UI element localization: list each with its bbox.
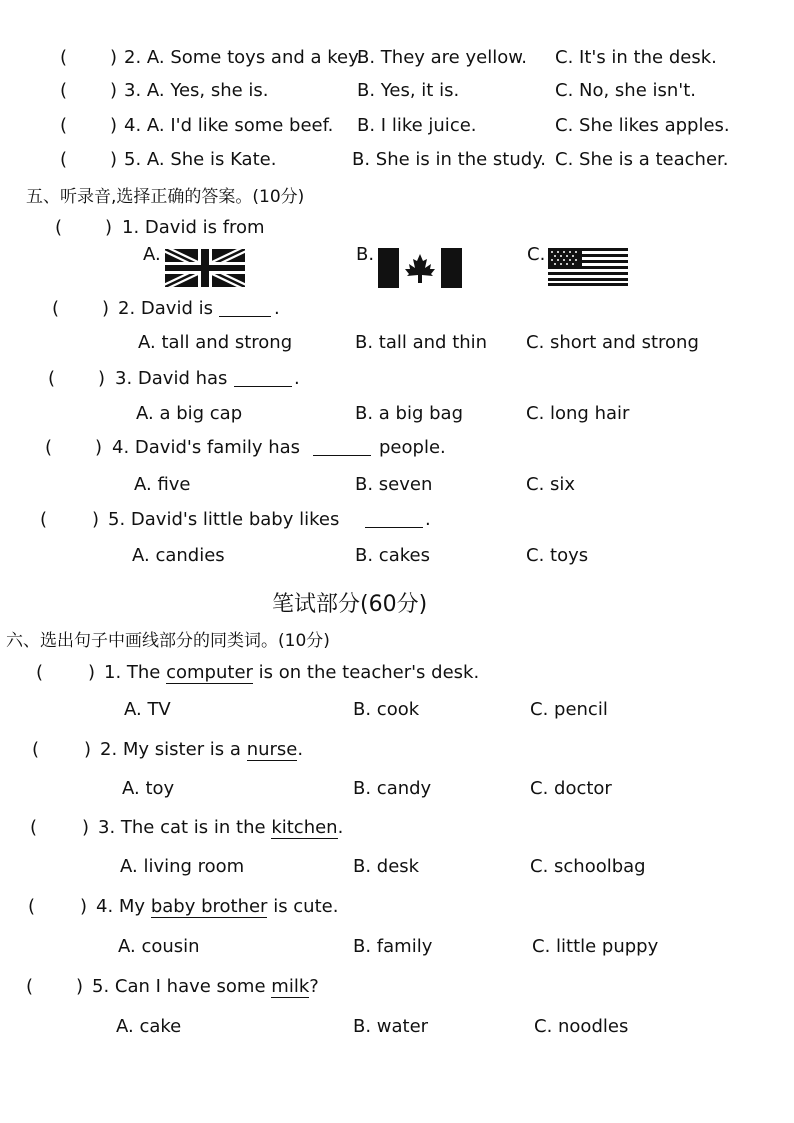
option-b: B. water xyxy=(353,1016,429,1037)
stem-end: people. xyxy=(379,437,446,458)
sentence-post: is cute. xyxy=(273,896,339,917)
paren-open: ( xyxy=(30,817,38,838)
underlined-word: baby brother xyxy=(150,896,268,917)
option-a: A. a big cap xyxy=(136,403,243,424)
paren-close: ) xyxy=(110,115,118,136)
option-b: B. They are yellow. xyxy=(357,47,528,68)
paren-close: ) xyxy=(88,662,96,683)
option-c: C. It's in the desk. xyxy=(555,47,717,68)
paren-open: ( xyxy=(55,217,63,238)
option-b-label: B. xyxy=(356,244,375,265)
paren-close: ) xyxy=(110,149,118,170)
sentence-pre: 5. Can I have some xyxy=(92,976,266,997)
option-b: B. cakes xyxy=(355,545,430,566)
option-c: C. noodles xyxy=(534,1016,629,1037)
option-a: 2. A. Some toys and a key. xyxy=(124,47,362,68)
paren-open: ( xyxy=(60,47,68,68)
paren-open: ( xyxy=(60,80,68,101)
question-stem: 3. David has xyxy=(115,368,228,389)
answer-blank xyxy=(313,439,371,456)
option-c: C. short and strong xyxy=(526,332,699,353)
option-a: A. cousin xyxy=(118,936,200,957)
usa-flag-icon xyxy=(548,248,628,286)
option-c: C. No, she isn't. xyxy=(555,80,697,101)
answer-blank xyxy=(219,300,271,317)
option-b: B. family xyxy=(353,936,433,957)
option-a: A. tall and strong xyxy=(138,332,293,353)
option-a: A. cake xyxy=(116,1016,182,1037)
stem-end: . xyxy=(294,368,300,389)
paren-close: ) xyxy=(102,298,110,319)
question-stem: 2. David is xyxy=(118,298,213,319)
uk-flag-icon xyxy=(165,249,245,287)
option-c: C. She is a teacher. xyxy=(555,149,729,170)
paren-open: ( xyxy=(60,115,68,136)
sentence-post: . xyxy=(337,817,344,838)
sentence xyxy=(104,662,479,683)
sentence-pre: 2. My sister is a xyxy=(100,739,241,760)
paren-close: ) xyxy=(84,739,92,760)
canada-flag-icon xyxy=(378,248,462,288)
question-stem: 1. David is from xyxy=(122,217,265,238)
option-c: C. toys xyxy=(526,545,589,566)
question-stem: 5. David's little baby likes xyxy=(108,509,340,530)
sentence-pre: 4. My xyxy=(96,896,146,917)
paren-close: ) xyxy=(95,437,103,458)
sentence-post: . xyxy=(297,739,304,760)
option-a: A. candies xyxy=(132,545,225,566)
sentence xyxy=(96,896,338,917)
option-c: C. little puppy xyxy=(532,936,659,957)
option-a: 5. A. She is Kate. xyxy=(124,149,277,170)
question-stem: 4. David's family has xyxy=(112,437,301,458)
paren-close: ) xyxy=(110,47,118,68)
underlined-word: milk xyxy=(271,976,310,997)
option-c: C. long hair xyxy=(526,403,630,424)
option-a: A. TV xyxy=(124,699,171,720)
sentence xyxy=(92,976,319,997)
sentence-pre: 1. The xyxy=(104,662,161,683)
paren-open: ( xyxy=(48,368,56,389)
option-a: A. five xyxy=(134,474,191,495)
paren-open: ( xyxy=(28,896,36,917)
option-b: B. I like juice. xyxy=(357,115,477,136)
option-c: C. She likes apples. xyxy=(555,115,730,136)
underlined-word: computer xyxy=(166,662,253,683)
paren-close: ) xyxy=(98,368,106,389)
option-a: 3. A. Yes, she is. xyxy=(124,80,269,101)
paren-close: ) xyxy=(80,896,88,917)
option-a: A. toy xyxy=(122,778,175,799)
option-a: A. living room xyxy=(120,856,245,877)
paren-open: ( xyxy=(40,509,48,530)
paren-close: ) xyxy=(105,217,113,238)
sentence xyxy=(98,817,343,838)
stem-end: . xyxy=(274,298,280,319)
section-6-heading: 六、选出句子中画线部分的同类词。(10分) xyxy=(6,631,330,651)
option-b: B. tall and thin xyxy=(355,332,488,353)
option-c: C. schoolbag xyxy=(530,856,646,877)
option-c-label: C. xyxy=(527,244,546,265)
paren-open: ( xyxy=(45,437,53,458)
paren-close: ) xyxy=(110,80,118,101)
underlined-word: kitchen xyxy=(271,817,338,838)
sentence-pre: 3. The cat is in the xyxy=(98,817,266,838)
section-5-heading: 五、听录音,选择正确的答案。(10分) xyxy=(26,187,305,207)
option-b: B. Yes, it is. xyxy=(357,80,460,101)
option-c: C. doctor xyxy=(530,778,612,799)
sentence-post: ? xyxy=(309,976,319,997)
paren-open: ( xyxy=(52,298,60,319)
paren-close: ) xyxy=(82,817,90,838)
option-b: B. candy xyxy=(353,778,432,799)
option-c: C. six xyxy=(526,474,576,495)
paren-open: ( xyxy=(26,976,34,997)
option-b: B. seven xyxy=(355,474,433,495)
option-b: B. a big bag xyxy=(355,403,463,424)
paren-open: ( xyxy=(36,662,44,683)
option-b: B. She is in the study. xyxy=(352,149,546,170)
answer-blank xyxy=(234,370,292,387)
paren-open: ( xyxy=(32,739,40,760)
option-a: 4. A. I'd like some beef. xyxy=(124,115,334,136)
answer-blank xyxy=(365,511,423,528)
option-a-label: A. xyxy=(143,244,161,265)
option-b: B. desk xyxy=(353,856,420,877)
paren-close: ) xyxy=(92,509,100,530)
sentence xyxy=(100,739,303,760)
paren-open: ( xyxy=(60,149,68,170)
paren-close: ) xyxy=(76,976,84,997)
stem-end: . xyxy=(425,509,431,530)
option-c: C. pencil xyxy=(530,699,608,720)
underlined-word: nurse xyxy=(246,739,298,760)
written-section-title: 笔试部分(60分) xyxy=(272,592,428,617)
option-b: B. cook xyxy=(353,699,420,720)
sentence-post: is on the teacher's desk. xyxy=(258,662,480,683)
